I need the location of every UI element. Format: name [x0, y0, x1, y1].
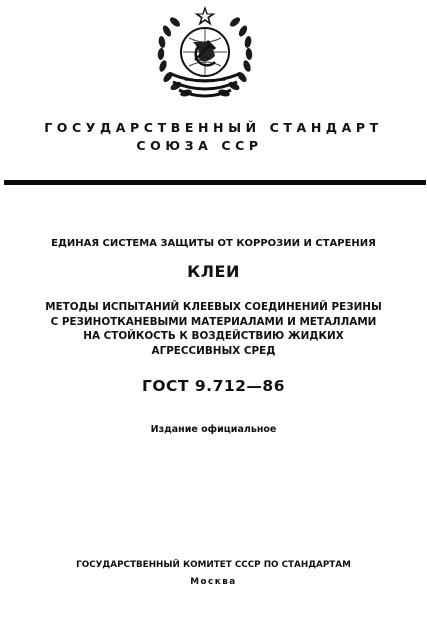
header-line-2: СОЮЗА ССР	[136, 138, 263, 153]
publication-city: Москва	[190, 577, 237, 587]
edition-label: Издание официальное	[150, 424, 277, 435]
publisher: ГОСУДАРСТВЕННЫЙ КОМИТЕТ СССР ПО СТАНДАРТАМ	[76, 560, 351, 570]
subtitle-line: МЕТОДЫ ИСПЫТАНИЙ КЛЕЕВЫХ СОЕДИНЕНИЙ РЕЗИНЫ	[45, 301, 382, 313]
header-divider	[4, 180, 426, 185]
document-title: КЛЕИ	[187, 262, 240, 281]
standard-number: ГОСТ 9.712—86	[142, 377, 285, 395]
subtitle-line: НА СТОЙКОСТЬ К ВОЗДЕЙСТВИЮ ЖИДКИХ	[83, 330, 344, 342]
subtitle-line: АГРЕССИВНЫХ СРЕД	[151, 344, 276, 357]
document-subtitle	[0, 300, 427, 358]
subtitle-line: С РЕЗИНОТКАНЕВЫМИ МАТЕРИАЛАМИ И МЕТАЛЛАМИ	[50, 315, 377, 328]
standard-series: ЕДИНАЯ СИСТЕМА ЗАЩИТЫ ОТ КОРРОЗИИ И СТАРЕНИЯ	[51, 238, 376, 249]
ussr-state-emblem-icon	[149, 4, 261, 107]
header-line-1: ГОСУДАРСТВЕННЫЙ СТАНДАРТ	[44, 120, 383, 135]
